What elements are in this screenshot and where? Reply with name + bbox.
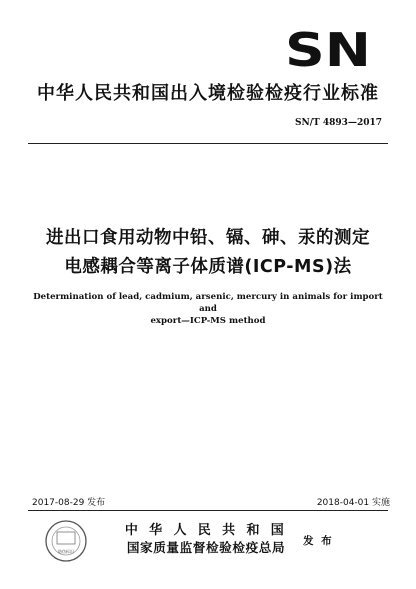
publish-label: 发 布 (303, 535, 334, 547)
title-zh-line1: 进出口食用动物中铅、镉、砷、汞的测定 (46, 228, 370, 248)
issuer (112, 522, 300, 556)
issue-date: 2017-08-29 发布 (32, 498, 106, 508)
issuer-line1: 中 华 人 民 共 和 国 (124, 523, 288, 538)
title-en-line2: export—ICP-MS method (150, 316, 266, 326)
implementation-date: 2018-04-01 实施 (316, 498, 390, 508)
title-en (30, 291, 386, 327)
logo-text: SN (285, 26, 371, 71)
issuer-line2: 国家质量监督检验检疫总局 (126, 540, 286, 555)
header-divider (28, 143, 388, 144)
title-en-line1: Determination of lead, cadmium, arsenic, mercury in animals for import and (33, 292, 383, 314)
sn-logo (283, 26, 373, 71)
footer-divider (28, 510, 388, 511)
seal-text: 防伪标识 (58, 549, 74, 554)
standard-category: 中华人民共和国出入境检验检疫行业标准 (37, 83, 379, 104)
anti-counterfeit-seal-icon (44, 519, 88, 563)
title-zh-line2: 电感耦合等离子体质谱(ICP-MS)法 (64, 257, 352, 277)
standard-number: SN/T 4893—2017 (295, 118, 382, 128)
